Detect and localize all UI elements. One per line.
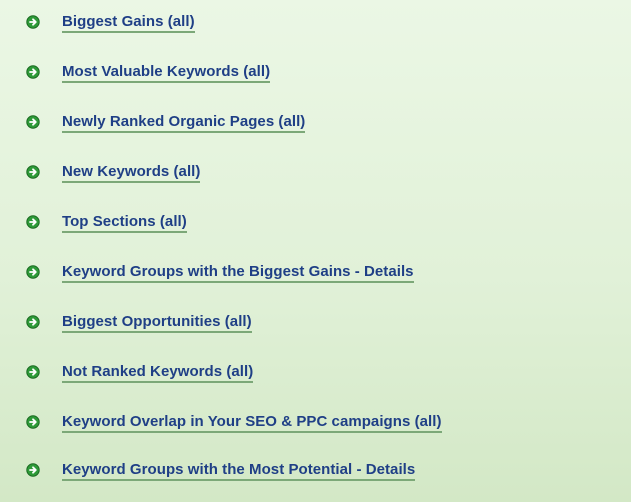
report-link-most-valuable-keywords[interactable]: [62, 63, 270, 83]
report-link-top-sections[interactable]: [62, 213, 187, 233]
green-arrow-circle-icon: [26, 65, 40, 79]
list-item: [0, 58, 631, 86]
list-item: [0, 408, 631, 436]
report-link-label: Not Ranked Keywords (all): [62, 363, 253, 383]
report-link-label: Keyword Groups with the Biggest Gains - Details: [62, 263, 414, 283]
report-link-newly-ranked-organic-pages[interactable]: [62, 113, 305, 133]
report-link-label: Keyword Overlap in Your SEO & PPC campaigns (all): [62, 413, 442, 433]
report-link-label: New Keywords (all): [62, 163, 200, 183]
report-link-biggest-gains[interactable]: [62, 13, 195, 33]
green-arrow-circle-icon: [26, 115, 40, 129]
list-item: [0, 308, 631, 336]
list-item: [0, 108, 631, 136]
green-arrow-circle-icon: [26, 265, 40, 279]
list-item: [0, 8, 631, 36]
list-item: [0, 456, 631, 484]
list-item: [0, 208, 631, 236]
green-arrow-circle-icon: [26, 15, 40, 29]
report-link-keyword-overlap-seo-ppc[interactable]: [62, 413, 442, 433]
list-item: [0, 358, 631, 386]
green-arrow-circle-icon: [26, 165, 40, 179]
report-link-keyword-groups-most-potential[interactable]: [62, 461, 415, 481]
report-link-label: Biggest Opportunities (all): [62, 313, 252, 333]
green-arrow-circle-icon: [26, 365, 40, 379]
report-link-biggest-opportunities[interactable]: [62, 313, 252, 333]
report-link-keyword-groups-biggest-gains[interactable]: [62, 263, 414, 283]
report-link-label: Most Valuable Keywords (all): [62, 63, 270, 83]
report-link-label: Top Sections (all): [62, 213, 187, 233]
report-link-label: Newly Ranked Organic Pages (all): [62, 113, 305, 133]
report-link-not-ranked-keywords[interactable]: [62, 363, 253, 383]
report-link-label: Biggest Gains (all): [62, 13, 195, 33]
green-arrow-circle-icon: [26, 315, 40, 329]
list-item: [0, 158, 631, 186]
green-arrow-circle-icon: [26, 463, 40, 477]
green-arrow-circle-icon: [26, 215, 40, 229]
report-link-new-keywords[interactable]: [62, 163, 200, 183]
green-arrow-circle-icon: [26, 415, 40, 429]
report-link-label: Keyword Groups with the Most Potential - Details: [62, 461, 415, 481]
list-item: [0, 258, 631, 286]
